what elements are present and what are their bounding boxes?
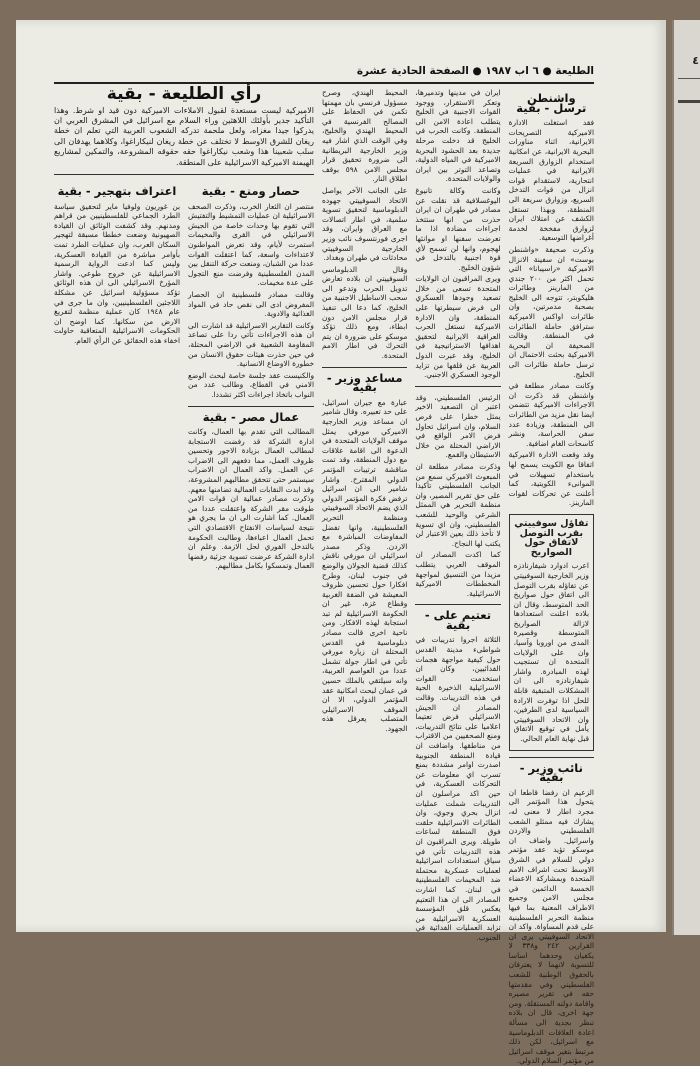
vp-title: نائب وزير - بقية xyxy=(519,760,583,785)
columns xyxy=(54,84,595,1066)
conf-p1: الرئيس الفلسطيني، وقد اعتبر ان التصعيد الاخير يمثل خطرا على فرص السلام، وان اسرائيل تحاول فرض الامر الواقع في الاراضي المحتلة من خلال الاستيطان والقمع. xyxy=(415,392,501,460)
conf-p3: كما اكدت المصادر ان الموقف العربي يتطلب مزيدا من التنسيق لمواجهة المخططات الاميركية الاسرائيلية. xyxy=(415,550,501,598)
soviet-text: اعرب ادوارد شيفارنادزه وزير الخارجية السوفييتي عن تفاؤله بقرب التوصل الى اتفاق حول صواريخ الحد المتوسط، وقال ان بلاده اعلنت استعدادها لازالة الصواريخ المتوسطة وقصيرة المدى من اوروبا وآسيا، وان على الولايات المتحدة ان تستجيب لهذه المبادرة. واشار شيفارنادزه الى ان المشكلات المتبقية قابلة للحل اذا توفرت الارادة السياسية لدى الطرفين، وان الاتحاد السوفييتي يأمل في توقيع الاتفاق قبل نهاية العام الحالي. xyxy=(513,561,589,743)
envoy-text: عبارة مع جيران اسرائيل، على حد تعبيره. وقال شامير ان مساعد وزير الخارجية الاميركي مورفي يمثل موقف الولايات المتحدة في الدعوة الى اقامة علاقات مع دول المنطقة، وقد تمت مناقشة ترتيبات المؤتمر الدولي المقترح. واشار شامير الى ان اسرائيل ترفض فكرة المؤتمر الدولي الذي يضم الاتحاد السوفييتي ومنظمة التحرير الفلسطينية، وانها تفضل المفاوضات المباشرة مع الاردن. وذكر مصدر اسرائيلي ان مورفي ناقش كذلك قضية الجولان والوضع في جنوب لبنان، وطرح افكارا حول تحسين ظروف المعيشة في الضفة الغربية وقطاع غزة، غير ان الحكومة الاسرائيلية لم تبد استجابة لهذه الافكار. ومن ناحية اخرى قالت مصادر دبلوماسية في القدس المحتلة ان زيارة مورفي تأتي في اطار جولة تشمل عددا من العواصم العربية، وانه سيلتقي بالملك حسين في عمان لبحث امكانية عقد المؤتمر الدولي، الا ان الموقف الاسرائيلي المتصلب يعرقل هذه الجهود. xyxy=(322,397,408,733)
cabinet-text: الثلاثة اجروا تدريبات في شواطىء مدينة القدس حول كيفية مواجهة هجمات الفدائيين، وكان ان استخدمت القوات الاسرائيلية الذخيرة الحية في هذه التدريبات. وقالت المصادر ان الجيش الاسرائيلي فرض تعتيما اعلاميا على نتائج التدريبات، ومنع الصحفيين من الاقتراب من مناطقها. واضافت ان قيادة المنطقة الجنوبية اصدرت اوامر مشددة بمنع تسرب اي معلومات عن التحركات العسكرية، في حين اكد مراسلون ان التدريبات شملت عمليات انزال بحري وجوي، وان الطائرات الاسرائيلية حلقت فوق المنطقة لساعات طويلة. ويرى المراقبون ان هذه التدريبات تأتي في سياق استعدادات اسرائيلية لعمليات عسكرية محتملة ضد المخيمات الفلسطينية في لبنان. كما اشارت المصادر الى ان هذا التعتيم يعكس قلق المؤسسة العسكرية الاسرائيلية من تزايد العمليات الفدائية في الجنوب. xyxy=(415,635,501,942)
siege-p1: منتصر ان الثعار الخرب، وذكرت الصحف الاسرائيلية ان عمليات التمشيط والتفتيش التي تقوم بها وحدات خاصة من الجيش الاسرائيلي في القرى والمخيمات استمرت لأيام، وقد تعرض المواطنون لاعتداءات واسعة، كما اعتقلت القوات عددا من الشبان، ومنعت حركة التنقل بين المدن الفلسطينية وفرضت منع التجول على عدة مخيمات. xyxy=(188,201,315,288)
iran-p2: وكانت وكالة تانيوغ اليوغسلافية قد نقلت عن مصادر في طهران ان ايران حذرت من انها ستتخذ اجراءات مضادة اذا ما تعرضت سفنها او موانئها لهجوم، وانها لن تسمح لأي قوة اجنبية بالتدخل في شؤون الخليج. xyxy=(415,185,501,272)
envoy-title: مساعد وزير - بقية xyxy=(326,370,403,395)
conf-p2: وذكرت مصادر مطلعة ان المبعوث الاميركي سمع من الجانب الفلسطيني تأكيدا على حق تقرير المصير، وان منظمة التحرير هي الممثل الشرعي والوحيد للشعب الفلسطيني، وان اي تسوية لا تأخذ ذلك بعين الاعتبار لن يكتب لها النجاح. xyxy=(415,461,501,548)
column-5 xyxy=(54,181,180,573)
washington-p4: وقد وقعت الادارة الاميركية اتفاقا مع الكويت يسمح لها باستخدام تسهيلات في الموانىء الكويتية، كما أعلنت عن تحركات لقوات المارينز. xyxy=(508,450,594,508)
column-4 xyxy=(188,181,314,573)
arab-p3: وقال الدبلوماسي السوفييتي ان بلاده تعارض تدويل الحرب وتدعو الى سحب الاساطيل الاجنبية من الخليج، كما دعا الى تنفيذ قرار مجلس الامن دون ابطاء، ومع ذلك تؤكد موسكو على ضرورة ان يتم التحرك في اطار الامم المتحدة. xyxy=(322,264,408,361)
divider xyxy=(509,757,594,758)
siege-title: حصار ومنع - بقية xyxy=(201,184,301,199)
recruit-title: اعتراف بتهجير - بقية xyxy=(57,184,177,199)
editorial-text: الاميركية ليست مستعدة لقبول الاملاءات الاميركية دون قيد او شرط. وهذا التأكيد جدير بأولئك اللاهثين وراء السلام مع اسرائيل في المشرق العربي ان يدركوا جيدا مغزاه، ولعل ملحمة تدركه الشعوب العربية التي تعلم ان خطة ريغان للشرق الاوسط لا تختلف عن خطة ريغان لنيكاراغوا، وكلاهما يهدفان الى سلب شعبينا هذا وشعب نيكاراغوا حقه حقوقه المشروعة، والتمكين لمشاريع الهيمنة الاميركية الاسرائيلية على المنطقة. xyxy=(54,105,315,167)
editorial-title: رأي الطليعة - بقية xyxy=(106,84,262,104)
washington-p3: وكانت مصادر مطلعة في واشنطن قد ذكرت ان الاجراءات الاميركية تتضمن ايضا نقل مزيد من الطائرات الى المنطقة، وزيادة عدد سفن الحراسة، ونشر كاسحات الغام اضافية. xyxy=(508,381,594,448)
vp-text: الزعيم ان رفضا قاطعا ان يتحول هذا المؤتمر الى مجرد اطار لا معنى له، يشارك فيه ممثلو الشعب الفلسطيني والاردن واسرائيل. واضاف ان موسكو تؤيد عقد مؤتمر دولي للسلام في الشرق الاوسط تحت اشراف الامم المتحدة وبمشاركة الاعضاء الخمسة الدائمين في مجلس الامن وجميع الاطراف المعنية بما فيها منظمة التحرير الفلسطينية على قدم المساواة. واكد ان الاتحاد السوفييتي يرى ان القرارين ٢٤٢ و٣٣٨ لا يكفيان وحدهما اساسا للتسوية لانهما لا يعترفان بالحقوق الوطنية للشعب الفلسطيني وفي مقدمتها حقه في تقرير مصيره واقامة دولته المستقلة. ومن جهة اخرى، قال ان بلاده تنظر بجدية الى مسألة اعادة العلاقات الدبلوماسية مع اسرائيل، لكن ذلك مرتبط بتغير موقف اسرائيل من مؤتمر السلام الدولي. xyxy=(508,787,595,1066)
column-2 xyxy=(415,88,501,942)
strike-title: عمال مصر - بقية xyxy=(202,409,300,424)
soviet-box xyxy=(509,514,594,751)
siege-p4: والكنيست عقد جلسة خاصة لبحث الوضع الامني في القطاع، وطالب عدد من النواب باتخاذ اجراءات اكثر تشددا. xyxy=(188,370,315,399)
iran-p3: ويرى المراقبون ان الولايات المتحدة تسعى من خلال تصعيد وجودها العسكري الى فرض سيطرتها على المنطقة، وان الادارة الاميركية تستغل الحرب العراقية الايرانية لتحقيق اهدافها الاستراتيجية في الخليج، وقد عبرت الدول العربية عن قلقها من تزايد الوجود العسكري الاجنبي. xyxy=(415,274,501,380)
siege-p2: وقالت مصادر فلسطينية ان الحصار المفروض ادى الى نقص حاد في المواد الغذائية والادوية. xyxy=(188,289,315,319)
cabinet-title: تعتيم على - بقية xyxy=(424,608,492,632)
divider xyxy=(415,386,500,387)
arab-p1: المحيط الهندي، وصرح مسؤول فرنسي بان مهمتها تكمن في الحفاظ على المصالح الفرنسية في المحيط الهندي والخليج، وفي الوقت الذي اشار فيه وزير الخارجية البريطانية الى ضرورة تحقيق قرار مجلس الامن ٥٩٨ بوقف اطلاق النار. xyxy=(322,88,408,184)
recruit-text: بن غوريون ولوفيا ماير لتحقيق سياسة الطرد الجماعي للفلسطينيين من قراهم ومدنهم. وقد كشفت الوثائق ان القيادة الصهيونية وضعت خططا مسبقة لتهجير السكان العرب، وان عمليات الطرد تمت بأوامر مباشرة من القيادة العسكرية، وليس كما ادعت الرواية الرسمية الاسرائيلية عن خروج طوعي. واشار المؤرخ الاسرائيلي الى ان هذه الوثائق تؤكد مسؤولية اسرائيل عن مشكلة اللاجئين الفلسطينيين، وان ما جرى في عام ١٩٤٨ كان عملية منظمة لتفريغ الارض من سكانها. كما اوضح ان الحكومات الاسرائيلية المتعاقبة حاولت اخفاء هذه الحقائق عن الرأي العام. xyxy=(54,201,181,345)
washington-p1: فقد استغلت الادارة الاميركية التصريحات الايرانية، اثناء مناورات البحرية الايرانية، عن امكانية استخدام الزوارق السريعة الايرانية في عمليات انتحارية، لاستقدام قوات انزال من قوات التدخل السريع، وزوارق سريعة الى المنطقة، وبهذا تستغل الكشف عن امتلاك ايران لزوارق مفخخة لخدمة أغراضها التوسعية. xyxy=(508,118,594,243)
newspaper-page xyxy=(16,20,666,1066)
divider xyxy=(415,604,500,605)
arab-p2: على الجانب الآخر يواصل الاتحاد السوفييتي جهوده الدبلوماسية لتحقيق تسوية سلمية، في اطار اتصالات مع العراق وايران، وقد اجرى فورنتسوف نائب وزير الخارجية السوفييتي محادثات في طهران وبغداد. xyxy=(322,185,408,263)
column-1 xyxy=(508,88,595,1066)
column-left-block xyxy=(54,84,315,926)
iran-p1: ايران في مدينها وتدميرها، وتعكر الاستقرار، ووجود القوات الاجنبية في الخليج يتطلب اعادة الامن الى المنطقة. وكانت الحرب في الخليج قد دخلت مرحلة جديدة بعد الحشود البحرية الاميركية في المياه الدولية، وتصاعد التوتر بين ايران والولايات المتحدة. xyxy=(415,88,501,184)
divider xyxy=(188,406,314,407)
next-page-edge xyxy=(672,20,700,935)
column-3 xyxy=(322,88,407,926)
edge-rule xyxy=(678,78,700,79)
edge-bar xyxy=(678,100,700,103)
next-page-number: ٤ xyxy=(692,54,699,67)
strike-text: المطالب التي تقدم بها العمال، وكانت ادارة الشركة قد رفضت الاستجابة لمطالب العمال بزيادة الاجور وتحسين ظروف العمل، مما دفعهم الى الاضراب عن العمل. واكد العمال ان الاضراب سيستمر حتى تتحقق مطالبهم المشروعة، وقد ابدت النقابات العمالية تضامنها معهم. وذكرت مصادر عمالية ان قوات الامن طوقت مقر الشركة واعتقلت عددا من العمال. كما اشارت الى ان ما يجري هو نتيجة لسياسات الانفتاح الاقتصادي التي تحمل العمال اعباءها، وطالبت الحكومة بالتدخل الفوري لحل الازمة. وعلم ان ادارة الشركة عرضت تسوية جزئية رفضها العمال وتمسكوا بكامل مطالبهم. xyxy=(188,427,315,571)
page-header: الطليعة ● ٦ اب ١٩٨٧ ● الصفحة الحادية عشرة xyxy=(54,64,594,84)
divider xyxy=(322,367,407,368)
soviet-title: تفاؤل سوفييتي بقرب التوصل لاتفاق حول الصواريخ xyxy=(514,517,589,558)
siege-p3: وكانت التقارير الاسرائيلية قد اشارت الى ان هذه الاجراءات تأتي ردا على تصاعد المقاومة الشعبية في الاراضي المحتلة، في حين حذرت هيئات حقوق الانسان من خطورة الاوضاع الانسانية. xyxy=(188,320,315,369)
washington-title: واشنطن ترسل - بقية xyxy=(516,91,587,115)
left-subcolumns xyxy=(54,181,314,573)
washington-p2: وذكرت صحيفة «واشنطن بوست» ان سفينة الانزال الاميركية «راسيبانا» التي تحمل اكثر من ٢٠٠ جندي من المارينز وطائرات هليكوبتر، تتوجه الى الخليج بصحبة مدمرتين، وان طائرات اواكس الاميركية سترافق حاملة الطائرات في المنطقة. وقالت الصحيفة ان البحرية الاميركية بحثت الاحتمال ان ترسل حاملة طائرات الى الخليج. xyxy=(508,244,594,379)
divider xyxy=(54,174,314,175)
